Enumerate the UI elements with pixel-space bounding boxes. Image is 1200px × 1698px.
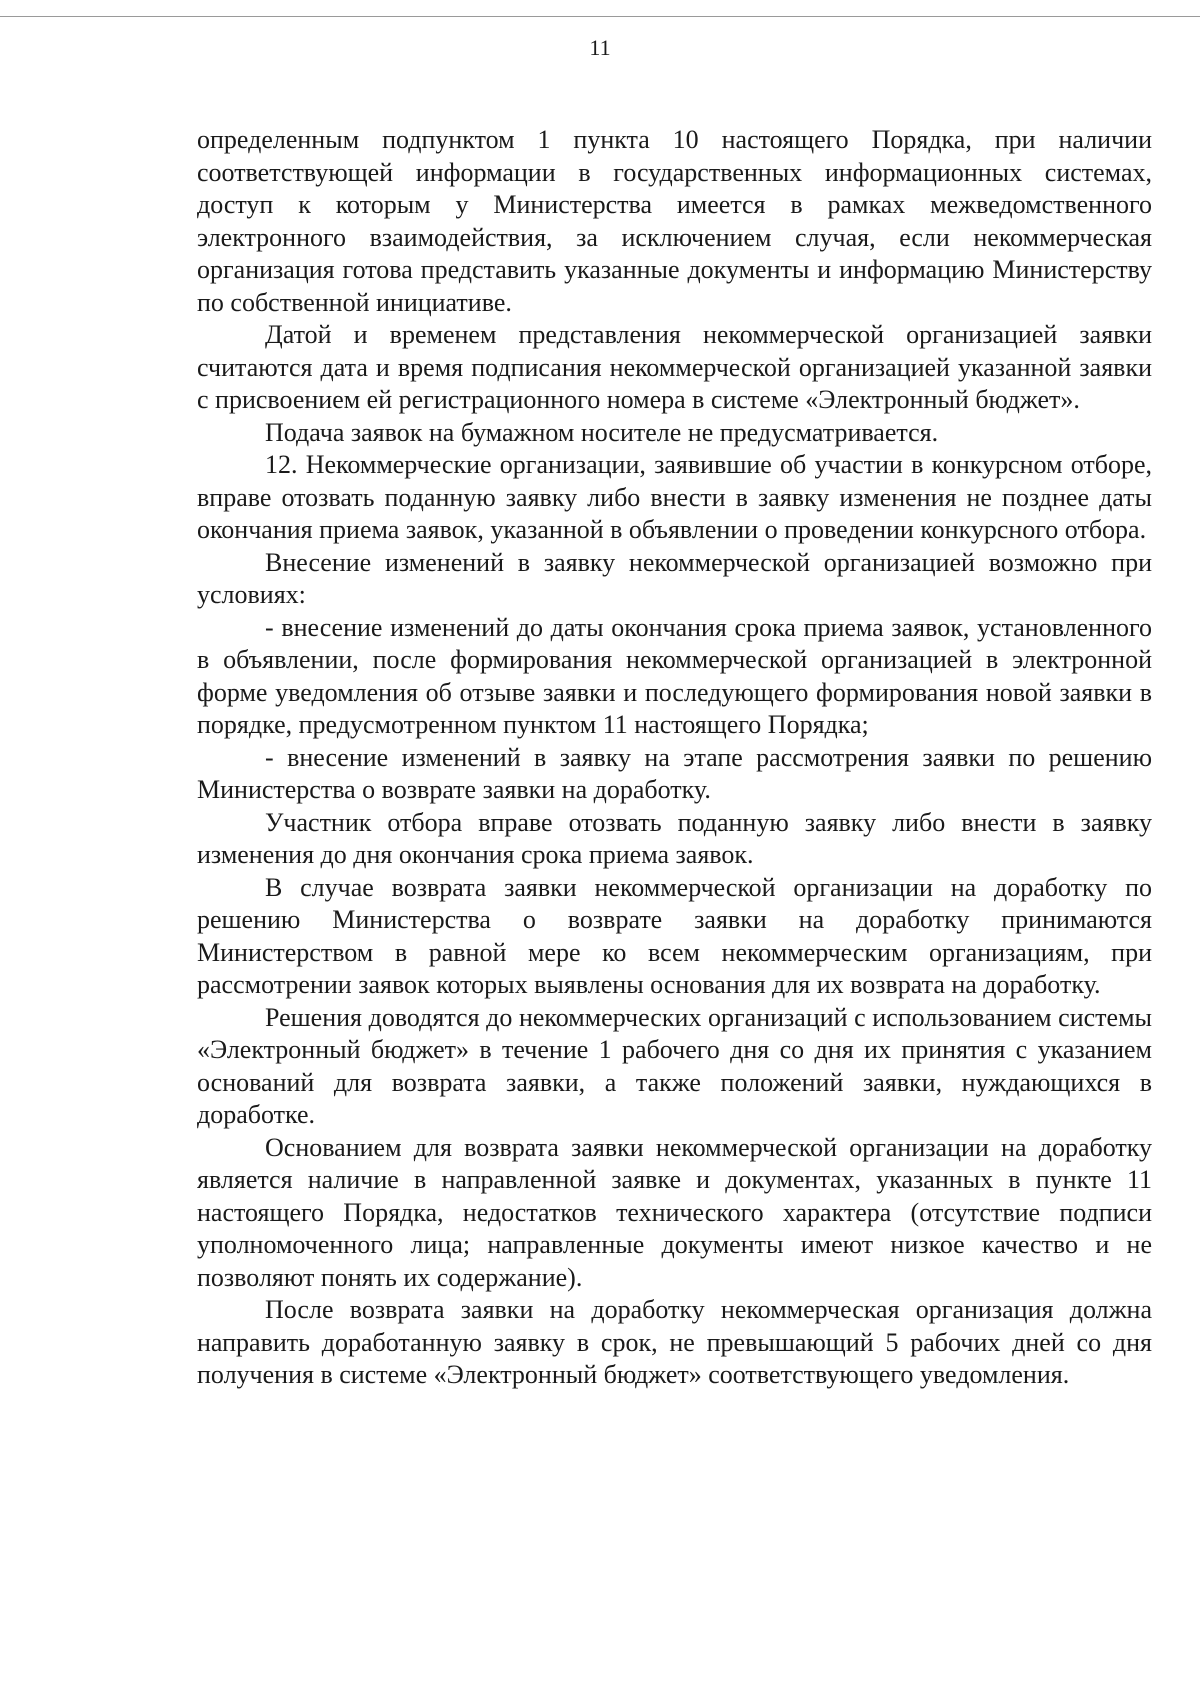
paragraph-continuation: определенным подпунктом 1 пункта 10 настоящего Порядка, при наличии соответствующей информации в государственных информационных системах, доступ к которым у Министерства имеется в рамках межведомственного электронного взаимодействия, за исключением случая, если некоммерческая организация готова представить указанные документы и информацию Министерству по собственной инициативе. bbox=[197, 125, 1152, 317]
paragraph-paper-submission: Подача заявок на бумажном носителе не предусматривается. bbox=[265, 417, 939, 447]
paragraph-return-case: В случае возврата заявки некоммерческой организации на доработку по решению Министерства о возврате заявки на доработку принимаются Министерством в равной мере ко всем некоммерческим организациям, при рассмотрении заявок которых выявлены основания для их возврата на доработку. bbox=[197, 872, 1152, 999]
page-number: 11 bbox=[589, 35, 611, 60]
paragraph-decisions: Решения доводятся до некоммерческих организаций с использованием системы «Электронный бюджет» в течение 1 рабочего дня со дня их принятия с указанием оснований для возврата заявки, а также положений заявки, нуждающихся в доработке. bbox=[197, 1002, 1152, 1129]
paragraph-after-return: После возврата заявки на доработку некоммерческая организация должна направить доработанную заявку в срок, не превышающий 5 рабочих дней со дня получения в системе «Электронный бюджет» соответствующего уведомления. bbox=[197, 1295, 1152, 1389]
scan-edge-line bbox=[0, 16, 1200, 17]
paragraph-item-12: 12. Некоммерческие организации, заявившие об участии в конкурсном отборе, вправе отозвать поданную заявку либо внести в заявку изменения не позднее даты окончания приема заявок, указанной в объявлении о проведении конкурсного отбора. bbox=[197, 450, 1152, 544]
paragraph-changes-conditions: Внесение изменений в заявку некоммерческой организацией возможно при условиях: bbox=[197, 547, 1152, 609]
list-item-condition-1: - внесение изменений до даты окончания срока приема заявок, установленного в объявлении, после формирования некоммерческой организацией в электронной форме уведомления об отзыве заявки и последующего формирования новой заявки в порядке, предусмотренном пунктом 11 настоящего Порядка; bbox=[197, 612, 1152, 739]
paragraph-return-grounds: Основанием для возврата заявки некоммерческой организации на доработку является наличие в направленной заявке и документах, указанных в пункте 11 настоящего Порядка, недостатков технического характера (отсутствие подписи уполномоченного лица; направленные документы имеют низкое качество и не позволяют понять их содержание). bbox=[197, 1132, 1152, 1292]
paragraph-participant-withdraw: Участник отбора вправе отозвать поданную заявку либо внести в заявку изменения до дня окончания срока приема заявок. bbox=[197, 807, 1152, 869]
list-item-condition-2: - внесение изменений в заявку на этапе рассмотрения заявки по решению Министерства о возврате заявки на доработку. bbox=[197, 742, 1152, 804]
paragraph-submission-date: Датой и временем представления некоммерческой организацией заявки считаются дата и время подписания некоммерческой организацией указанной заявки с присвоением ей регистрационного номера в системе «Электронный бюджет». bbox=[197, 320, 1152, 414]
document-body bbox=[197, 124, 1152, 1392]
